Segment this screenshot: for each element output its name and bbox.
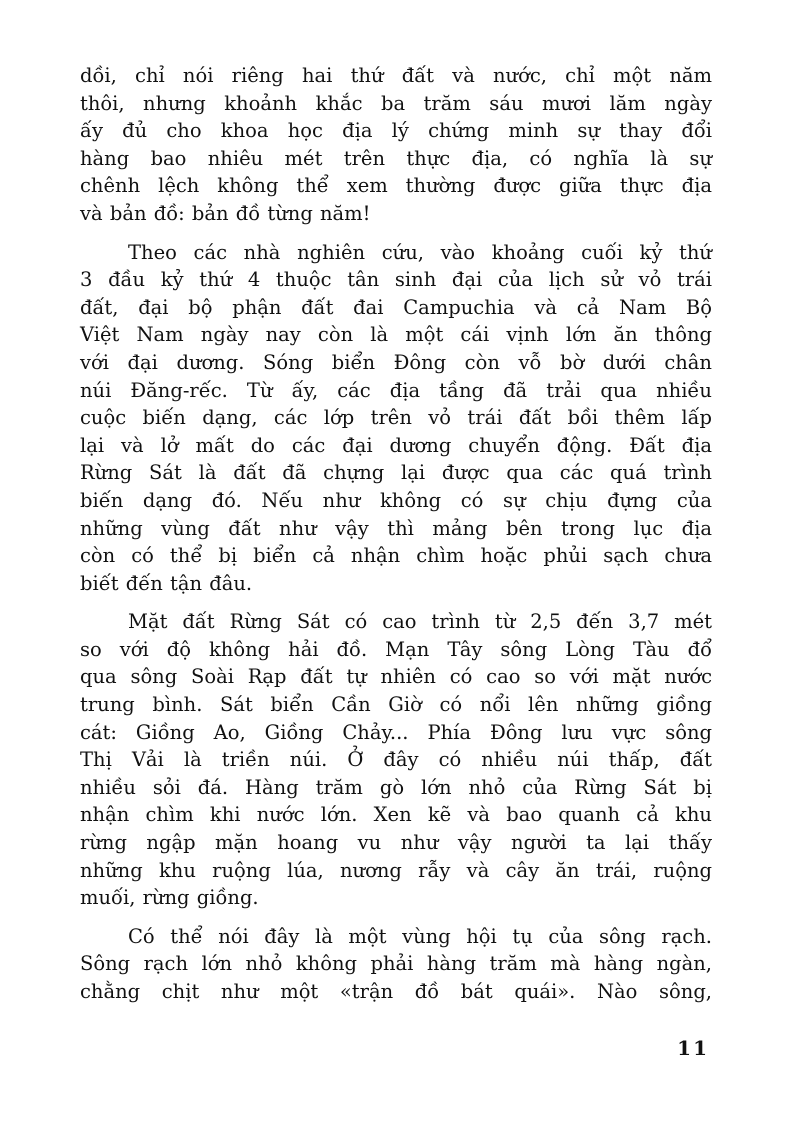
text-line: Việt Nam ngày nay còn là một cái vịnh lớn ăn thông xyxy=(80,323,712,347)
page-number: 11 xyxy=(677,1036,709,1060)
text-line: hàng bao nhiêu mét trên thực địa, có nghĩa là sự xyxy=(80,146,712,170)
text-line: lại và lở mất do các đại dương chuyển động. Đất địa xyxy=(80,433,712,457)
text-line: những khu ruộng lúa, nương rẫy và cây ăn trái, ruộng xyxy=(80,858,712,882)
text-line: nhận chìm khi nước lớn. Xen kẽ và bao quanh cả khu xyxy=(80,803,712,827)
text-line: dồi, chỉ nói riêng hai thứ đất và nước, chỉ một năm xyxy=(80,64,712,87)
text-line: với đại dương. Sóng biển Đông còn vỗ bờ dưới chân xyxy=(80,350,712,374)
text-line: muối, rừng giồng. xyxy=(80,886,259,910)
body-text xyxy=(80,62,712,1006)
text-line: cuộc biến dạng, các lớp trên vỏ trái đất bồi thêm lấp xyxy=(80,406,712,430)
text-line: chênh lệch không thể xem thường được giữa thực địa xyxy=(80,174,712,198)
text-line: ấy đủ cho khoa học địa lý chứng minh sự thay đổi xyxy=(80,119,712,143)
paragraph-2 xyxy=(80,239,712,598)
text-line: Mặt đất Rừng Sát có cao trình từ 2,5 đến 3,7 mét xyxy=(128,610,712,634)
text-line: thôi, nhưng khoảnh khắc ba trăm sáu mươi lăm ngày xyxy=(80,91,712,115)
text-line: đất, đại bộ phận đất đai Campuchia và cả Nam Bộ xyxy=(80,295,712,319)
text-line: Thị Vải là triền núi. Ở đây có nhiều núi thấp, đất xyxy=(80,748,712,772)
paragraph-1 xyxy=(80,62,712,228)
text-line: trung bình. Sát biển Cần Giờ có nổi lên những giồng xyxy=(80,693,712,717)
text-line: núi Đăng-rếc. Từ ấy, các địa tầng đã trải qua nhiều xyxy=(80,378,712,402)
text-line: rừng ngập mặn hoang vu như vậy người ta lại thấy xyxy=(80,831,712,855)
paragraph-3 xyxy=(80,608,712,912)
text-line: 3 đầu kỷ thứ 4 thuộc tân sinh đại của lịch sử vỏ trái xyxy=(80,268,712,292)
text-line: so với độ không hải đồ. Mạn Tây sông Lòng Tàu đổ xyxy=(80,637,712,661)
text-line: những vùng đất như vậy thì mảng bên trong lục địa xyxy=(80,516,712,540)
text-line: biến dạng đó. Nếu như không có sự chịu đựng của xyxy=(80,488,712,512)
text-line: nhiều sỏi đá. Hàng trăm gò lớn nhỏ của Rừng Sát bị xyxy=(80,775,712,799)
text-line: biết đến tận đâu. xyxy=(80,571,253,595)
text-line: còn có thể bị biển cả nhận chìm hoặc phủi sạch chưa xyxy=(80,544,712,568)
text-line: qua sông Soài Rạp đất tự nhiên có cao so với mặt nước xyxy=(80,665,712,689)
paragraph-4 xyxy=(80,923,712,1006)
text-line: cát: Giồng Ao, Giồng Chảy... Phía Đông lưu vực sông xyxy=(80,720,712,744)
text-line: Có thể nói đây là một vùng hội tụ của sông rạch. xyxy=(128,924,712,948)
text-line: Rừng Sát là đất đã chựng lại được qua các quá trình xyxy=(80,461,712,485)
text-line: và bản đồ: bản đồ từng năm! xyxy=(80,201,371,225)
text-line: chằng chịt như một «trận đồ bát quái». Nào sông, xyxy=(80,980,712,1003)
text-line: Theo các nhà nghiên cứu, vào khoảng cuối kỷ thứ xyxy=(128,240,712,264)
text-line: Sông rạch lớn nhỏ không phải hàng trăm mà hàng ngàn, xyxy=(80,952,712,976)
